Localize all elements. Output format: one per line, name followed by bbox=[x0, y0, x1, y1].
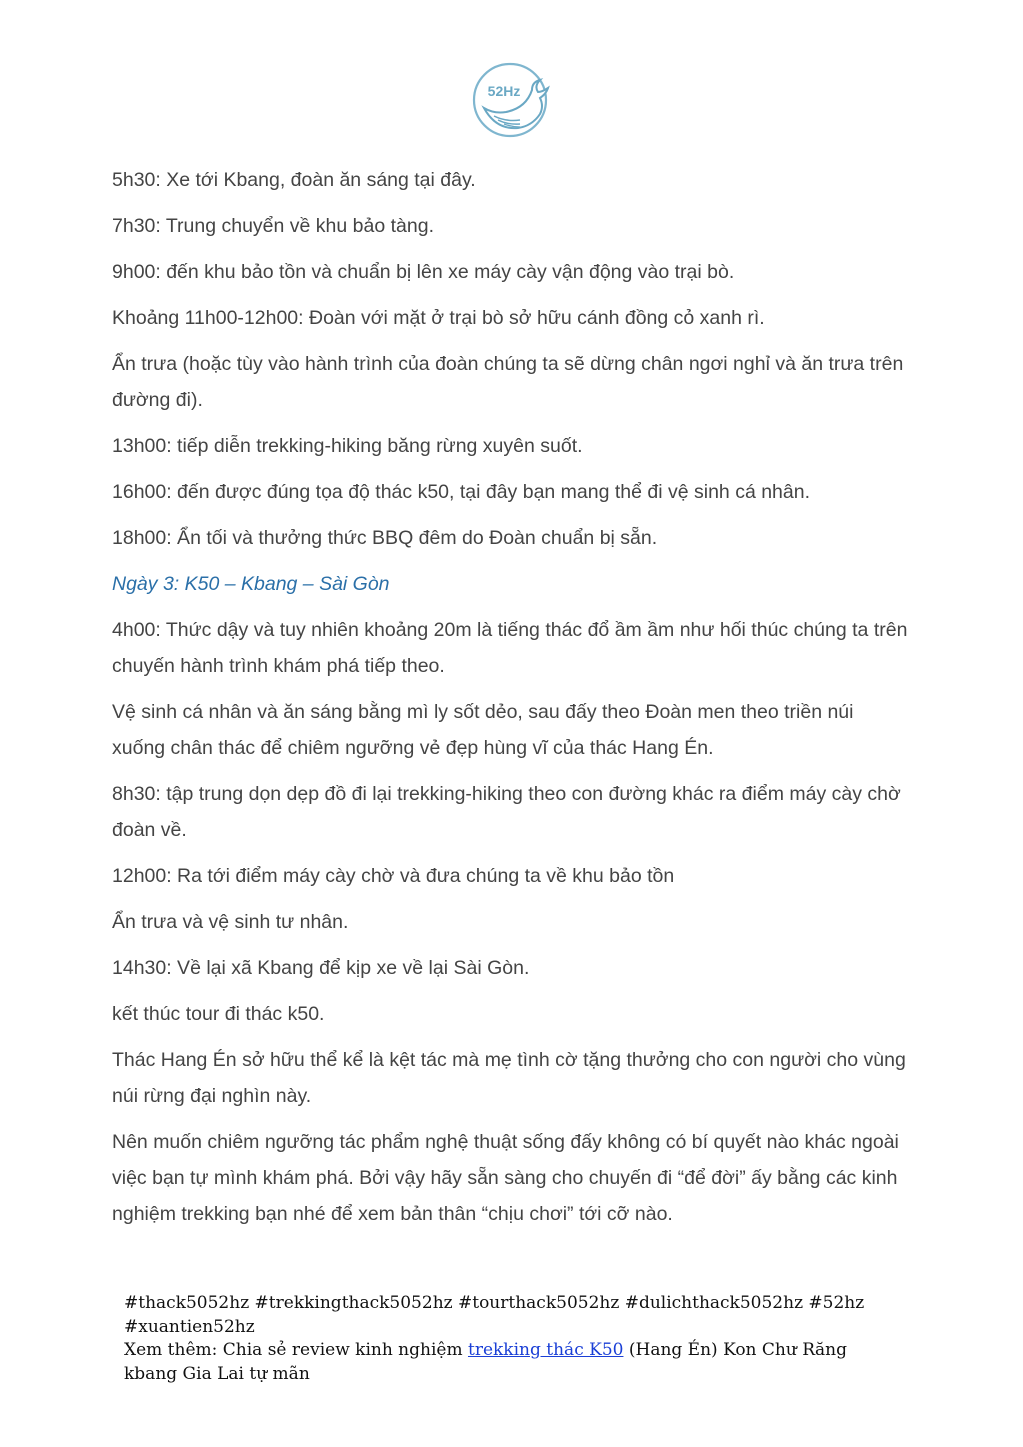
see-more-prefix: Xem thêm: Chia sẻ review kinh nghiệm bbox=[124, 1340, 468, 1360]
paragraph: kết thúc tour đi thác k50. bbox=[112, 1003, 325, 1025]
document-body bbox=[112, 162, 912, 1242]
paragraph: Thác Hang Én sở hữu thể kể là kệt tác mà mẹ tình cờ tặng thưởng cho con người cho vùng núi rừng đại nghìn này. bbox=[112, 1049, 906, 1107]
paragraph: 4h00: Thức dậy và tuy nhiên khoảng 20m là tiếng thác đổ ầm ầm như hối thúc chúng ta trên chuyến hành trình khám phá tiếp theo. bbox=[112, 619, 908, 677]
see-more-link[interactable]: trekking thác K50 bbox=[467, 1340, 624, 1360]
logo bbox=[470, 58, 554, 142]
footer bbox=[124, 1292, 904, 1386]
see-more-line bbox=[124, 1339, 904, 1386]
see-more-suffix: (Hang Én) Kon Chư Răng kbang Gia Lai tự mãn bbox=[124, 1340, 847, 1384]
paragraph: 13h00: tiếp diễn trekking-hiking băng rừng xuyên suốt. bbox=[112, 435, 583, 457]
paragraph: 9h00: đến khu bảo tồn và chuẩn bị lên xe máy cày vận động vào trại bò. bbox=[112, 261, 735, 283]
paragraph: 12h00: Ra tới điểm máy cày chờ và đưa chúng ta về khu bảo tồn bbox=[112, 865, 675, 887]
whale-logo-icon bbox=[470, 58, 554, 142]
paragraph: Ẩn trưa (hoặc tùy vào hành trình của đoàn chúng ta sẽ dừng chân ngơi nghỉ và ăn trưa trên đường đi). bbox=[112, 353, 904, 411]
logo-text: 52Hz bbox=[487, 83, 521, 99]
paragraph: 8h30: tập trung dọn dẹp đồ đi lại trekking-hiking theo con đường khác ra điểm máy cày chờ đoàn về. bbox=[112, 783, 901, 841]
paragraph: Khoảng 11h00-12h00: Đoàn với mặt ở trại bò sở hữu cánh đồng cỏ xanh rì. bbox=[112, 307, 765, 329]
paragraph: 14h30: Về lại xã Kbang để kịp xe về lại Sài Gòn. bbox=[112, 957, 530, 979]
paragraph: 18h00: Ẩn tối và thưởng thức BBQ đêm do Đoàn chuẩn bị sẵn. bbox=[112, 527, 658, 549]
day-heading: Ngày 3: K50 – Kbang – Sài Gòn bbox=[112, 573, 390, 595]
paragraph: 16h00: đến được đúng tọa độ thác k50, tại đây bạn mang thể đi vệ sinh cá nhân. bbox=[112, 481, 811, 503]
paragraph: Ẩn trưa và vệ sinh tư nhân. bbox=[112, 911, 349, 933]
paragraph: Nên muốn chiêm ngưỡng tác phẩm nghệ thuật sống đấy không có bí quyết nào khác ngoài việc bạn tự mình khám phá. Bởi vậy hãy sẵn sàng cho chuyến đi “để đời” ấy bằng các kinh nghiệm trekking bạn nhé để xem bản thân “chịu chơi” tới cỡ nào. bbox=[112, 1131, 899, 1225]
paragraph: 7h30: Trung chuyển về khu bảo tàng. bbox=[112, 215, 434, 237]
paragraph: 5h30: Xe tới Kbang, đoàn ăn sáng tại đây. bbox=[112, 169, 476, 191]
paragraph: Vệ sinh cá nhân và ăn sáng bằng mì ly sốt dẻo, sau đấy theo Đoàn men theo triền núi xuống chân thác để chiêm ngưỡng vẻ đẹp hùng vĩ của thác Hang Én. bbox=[112, 701, 854, 759]
hashtags: #thack5052hz #trekkingthack5052hz #tourthack5052hz #dulichthack5052hz #52hz #xuantien52hz bbox=[124, 1293, 865, 1337]
